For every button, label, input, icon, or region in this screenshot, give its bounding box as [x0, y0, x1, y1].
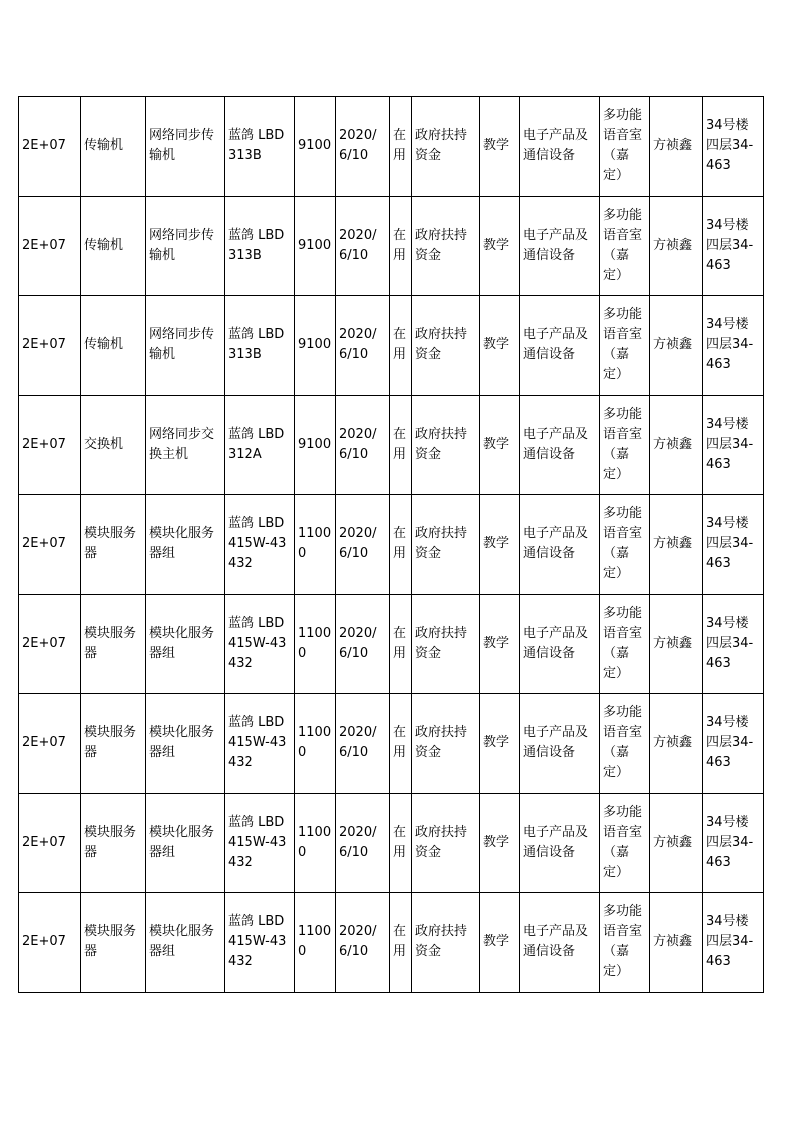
- keeper-cell: [650, 97, 703, 197]
- model-cell: [225, 395, 295, 495]
- category-text: 传输机: [84, 337, 124, 353]
- category-text: 模块服务器: [84, 526, 137, 562]
- class-cell: [520, 793, 600, 893]
- class-cell: [520, 893, 600, 993]
- funding-cell: [412, 694, 480, 794]
- class-cell: [520, 196, 600, 296]
- category-cell: [81, 97, 146, 197]
- price-text: 11000: [298, 924, 332, 960]
- room-cell: [600, 594, 650, 694]
- keeper-text: 方祯鑫: [653, 536, 693, 552]
- room-cell: [600, 97, 650, 197]
- keeper-text: 方祯鑫: [653, 834, 693, 850]
- price-cell: [295, 594, 336, 694]
- name-cell: [146, 893, 225, 993]
- funding-cell: [412, 296, 480, 396]
- keeper-text: 方祯鑫: [653, 337, 693, 353]
- category-cell: [81, 694, 146, 794]
- price-text: 11000: [298, 625, 332, 661]
- asset-id-cell: [19, 594, 81, 694]
- status-cell: [390, 495, 412, 595]
- asset-id-cell: [19, 893, 81, 993]
- keeper-text: 方祯鑫: [653, 237, 693, 253]
- model-cell: [225, 594, 295, 694]
- asset-id-text: 2E+07: [22, 436, 66, 452]
- date-cell: [336, 196, 390, 296]
- model-cell: [225, 196, 295, 296]
- table-row: [19, 594, 764, 694]
- category-text: 交换机: [84, 436, 124, 452]
- class-text: 电子产品及通信设备: [523, 625, 589, 661]
- room-text: 多功能语音室（嘉定）: [603, 804, 643, 880]
- date-text: 2020/6/10: [339, 227, 377, 263]
- location-cell: [703, 97, 764, 197]
- room-cell: [600, 893, 650, 993]
- use-cell: [480, 893, 520, 993]
- class-text: 电子产品及通信设备: [523, 824, 589, 860]
- date-cell: [336, 495, 390, 595]
- room-cell: [600, 196, 650, 296]
- funding-cell: [412, 893, 480, 993]
- model-text: 蓝鸽 LBD313B: [228, 327, 285, 363]
- model-cell: [225, 296, 295, 396]
- date-text: 2020/6/10: [339, 327, 377, 363]
- price-text: 9100: [298, 237, 332, 253]
- class-cell: [520, 694, 600, 794]
- price-cell: [295, 97, 336, 197]
- use-cell: [480, 395, 520, 495]
- use-cell: [480, 694, 520, 794]
- table-row: [19, 793, 764, 893]
- name-cell: [146, 495, 225, 595]
- funding-text: 政府扶持资金: [415, 725, 468, 761]
- use-text: 教学: [483, 536, 510, 552]
- location-cell: [703, 594, 764, 694]
- model-cell: [225, 893, 295, 993]
- status-text: 在用: [393, 725, 407, 761]
- category-cell: [81, 395, 146, 495]
- keeper-cell: [650, 495, 703, 595]
- model-text: 蓝鸽 LBD415W-43432: [228, 814, 287, 870]
- asset-id-text: 2E+07: [22, 735, 66, 751]
- funding-text: 政府扶持资金: [415, 327, 468, 363]
- funding-text: 政府扶持资金: [415, 128, 468, 164]
- keeper-text: 方祯鑫: [653, 934, 693, 950]
- asset-id-cell: [19, 296, 81, 396]
- location-cell: [703, 694, 764, 794]
- date-text: 2020/6/10: [339, 725, 377, 761]
- class-text: 电子产品及通信设备: [523, 128, 589, 164]
- price-cell: [295, 694, 336, 794]
- keeper-text: 方祯鑫: [653, 436, 693, 452]
- category-cell: [81, 196, 146, 296]
- use-cell: [480, 296, 520, 396]
- funding-text: 政府扶持资金: [415, 824, 468, 860]
- location-cell: [703, 296, 764, 396]
- status-text: 在用: [393, 327, 407, 363]
- table-row: [19, 296, 764, 396]
- status-text: 在用: [393, 625, 407, 661]
- name-cell: [146, 594, 225, 694]
- date-text: 2020/6/10: [339, 924, 377, 960]
- date-text: 2020/6/10: [339, 526, 377, 562]
- price-cell: [295, 395, 336, 495]
- model-text: 蓝鸽 LBD312A: [228, 426, 285, 462]
- status-cell: [390, 793, 412, 893]
- name-cell: [146, 97, 225, 197]
- use-text: 教学: [483, 138, 510, 154]
- use-text: 教学: [483, 337, 510, 353]
- room-text: 多功能语音室（嘉定）: [603, 705, 643, 781]
- funding-cell: [412, 196, 480, 296]
- location-text: 34号楼四层34-463: [706, 118, 754, 174]
- model-text: 蓝鸽 LBD313B: [228, 128, 285, 164]
- asset-table: [18, 96, 764, 993]
- funding-cell: [412, 495, 480, 595]
- model-cell: [225, 694, 295, 794]
- asset-id-text: 2E+07: [22, 536, 66, 552]
- class-text: 电子产品及通信设备: [523, 924, 589, 960]
- price-text: 11000: [298, 824, 332, 860]
- table-row: [19, 495, 764, 595]
- keeper-cell: [650, 793, 703, 893]
- room-cell: [600, 495, 650, 595]
- room-text: 多功能语音室（嘉定）: [603, 506, 643, 582]
- room-cell: [600, 793, 650, 893]
- asset-id-text: 2E+07: [22, 934, 66, 950]
- asset-id-cell: [19, 495, 81, 595]
- category-cell: [81, 495, 146, 595]
- use-text: 教学: [483, 635, 510, 651]
- category-cell: [81, 793, 146, 893]
- room-cell: [600, 395, 650, 495]
- model-text: 蓝鸽 LBD415W-43432: [228, 715, 287, 771]
- asset-id-cell: [19, 97, 81, 197]
- price-text: 9100: [298, 436, 332, 452]
- name-cell: [146, 793, 225, 893]
- name-text: 网络同步传输机: [149, 327, 215, 363]
- asset-id-text: 2E+07: [22, 635, 66, 651]
- category-text: 模块服务器: [84, 824, 137, 860]
- use-cell: [480, 793, 520, 893]
- status-cell: [390, 296, 412, 396]
- class-cell: [520, 97, 600, 197]
- date-cell: [336, 893, 390, 993]
- location-text: 34号楼四层34-463: [706, 814, 754, 870]
- asset-id-text: 2E+07: [22, 337, 66, 353]
- location-text: 34号楼四层34-463: [706, 317, 754, 373]
- date-cell: [336, 594, 390, 694]
- keeper-text: 方祯鑫: [653, 735, 693, 751]
- category-text: 传输机: [84, 138, 124, 154]
- location-text: 34号楼四层34-463: [706, 416, 754, 472]
- category-cell: [81, 296, 146, 396]
- status-text: 在用: [393, 128, 407, 164]
- date-cell: [336, 395, 390, 495]
- use-cell: [480, 196, 520, 296]
- keeper-cell: [650, 296, 703, 396]
- location-cell: [703, 893, 764, 993]
- funding-cell: [412, 793, 480, 893]
- name-cell: [146, 196, 225, 296]
- model-cell: [225, 495, 295, 595]
- funding-cell: [412, 594, 480, 694]
- asset-id-text: 2E+07: [22, 237, 66, 253]
- status-cell: [390, 395, 412, 495]
- status-cell: [390, 694, 412, 794]
- model-text: 蓝鸽 LBD415W-43432: [228, 615, 287, 671]
- location-cell: [703, 395, 764, 495]
- location-text: 34号楼四层34-463: [706, 914, 754, 970]
- status-cell: [390, 594, 412, 694]
- location-text: 34号楼四层34-463: [706, 217, 754, 273]
- use-text: 教学: [483, 735, 510, 751]
- model-text: 蓝鸽 LBD415W-43432: [228, 516, 287, 572]
- room-text: 多功能语音室（嘉定）: [603, 108, 643, 184]
- date-cell: [336, 97, 390, 197]
- date-cell: [336, 793, 390, 893]
- location-cell: [703, 196, 764, 296]
- date-text: 2020/6/10: [339, 824, 377, 860]
- use-cell: [480, 97, 520, 197]
- funding-text: 政府扶持资金: [415, 625, 468, 661]
- table-body: [19, 97, 764, 993]
- name-text: 网络同步交换主机: [149, 426, 215, 462]
- name-cell: [146, 694, 225, 794]
- asset-id-cell: [19, 196, 81, 296]
- name-cell: [146, 395, 225, 495]
- asset-id-cell: [19, 395, 81, 495]
- status-text: 在用: [393, 526, 407, 562]
- status-cell: [390, 893, 412, 993]
- name-text: 模块化服务器组: [149, 526, 215, 562]
- keeper-text: 方祯鑫: [653, 635, 693, 651]
- name-text: 模块化服务器组: [149, 824, 215, 860]
- date-text: 2020/6/10: [339, 426, 377, 462]
- price-text: 9100: [298, 337, 332, 353]
- use-cell: [480, 495, 520, 595]
- room-text: 多功能语音室（嘉定）: [603, 207, 643, 283]
- table-row: [19, 395, 764, 495]
- model-cell: [225, 97, 295, 197]
- model-text: 蓝鸽 LBD313B: [228, 227, 285, 263]
- status-text: 在用: [393, 824, 407, 860]
- room-text: 多功能语音室（嘉定）: [603, 904, 643, 980]
- room-text: 多功能语音室（嘉定）: [603, 605, 643, 681]
- room-text: 多功能语音室（嘉定）: [603, 307, 643, 383]
- name-text: 模块化服务器组: [149, 725, 215, 761]
- price-cell: [295, 793, 336, 893]
- use-cell: [480, 594, 520, 694]
- location-text: 34号楼四层34-463: [706, 715, 754, 771]
- table-row: [19, 97, 764, 197]
- keeper-cell: [650, 893, 703, 993]
- class-cell: [520, 495, 600, 595]
- class-cell: [520, 296, 600, 396]
- class-text: 电子产品及通信设备: [523, 327, 589, 363]
- price-cell: [295, 495, 336, 595]
- keeper-cell: [650, 395, 703, 495]
- name-text: 模块化服务器组: [149, 924, 215, 960]
- category-text: 传输机: [84, 237, 124, 253]
- keeper-cell: [650, 594, 703, 694]
- price-cell: [295, 196, 336, 296]
- funding-cell: [412, 395, 480, 495]
- asset-id-cell: [19, 793, 81, 893]
- use-text: 教学: [483, 934, 510, 950]
- class-cell: [520, 395, 600, 495]
- name-cell: [146, 296, 225, 396]
- table-row: [19, 893, 764, 993]
- price-text: 11000: [298, 526, 332, 562]
- room-cell: [600, 296, 650, 396]
- date-cell: [336, 296, 390, 396]
- name-text: 网络同步传输机: [149, 227, 215, 263]
- date-text: 2020/6/10: [339, 128, 377, 164]
- price-cell: [295, 296, 336, 396]
- class-cell: [520, 594, 600, 694]
- use-text: 教学: [483, 834, 510, 850]
- category-cell: [81, 893, 146, 993]
- date-text: 2020/6/10: [339, 625, 377, 661]
- room-cell: [600, 694, 650, 794]
- status-cell: [390, 196, 412, 296]
- class-text: 电子产品及通信设备: [523, 725, 589, 761]
- price-cell: [295, 893, 336, 993]
- table-row: [19, 694, 764, 794]
- name-text: 网络同步传输机: [149, 128, 215, 164]
- funding-text: 政府扶持资金: [415, 426, 468, 462]
- name-text: 模块化服务器组: [149, 625, 215, 661]
- funding-cell: [412, 97, 480, 197]
- funding-text: 政府扶持资金: [415, 227, 468, 263]
- category-cell: [81, 594, 146, 694]
- category-text: 模块服务器: [84, 924, 137, 960]
- asset-id-text: 2E+07: [22, 834, 66, 850]
- room-text: 多功能语音室（嘉定）: [603, 406, 643, 482]
- asset-id-text: 2E+07: [22, 138, 66, 154]
- funding-text: 政府扶持资金: [415, 526, 468, 562]
- date-cell: [336, 694, 390, 794]
- class-text: 电子产品及通信设备: [523, 526, 589, 562]
- model-text: 蓝鸽 LBD415W-43432: [228, 914, 287, 970]
- status-text: 在用: [393, 924, 407, 960]
- class-text: 电子产品及通信设备: [523, 227, 589, 263]
- use-text: 教学: [483, 237, 510, 253]
- status-text: 在用: [393, 426, 407, 462]
- asset-id-cell: [19, 694, 81, 794]
- use-text: 教学: [483, 436, 510, 452]
- price-text: 11000: [298, 725, 332, 761]
- location-text: 34号楼四层34-463: [706, 615, 754, 671]
- funding-text: 政府扶持资金: [415, 924, 468, 960]
- status-cell: [390, 97, 412, 197]
- keeper-cell: [650, 196, 703, 296]
- location-text: 34号楼四层34-463: [706, 516, 754, 572]
- category-text: 模块服务器: [84, 625, 137, 661]
- class-text: 电子产品及通信设备: [523, 426, 589, 462]
- category-text: 模块服务器: [84, 725, 137, 761]
- location-cell: [703, 793, 764, 893]
- status-text: 在用: [393, 227, 407, 263]
- price-text: 9100: [298, 138, 332, 154]
- table-row: [19, 196, 764, 296]
- model-cell: [225, 793, 295, 893]
- location-cell: [703, 495, 764, 595]
- keeper-text: 方祯鑫: [653, 138, 693, 154]
- keeper-cell: [650, 694, 703, 794]
